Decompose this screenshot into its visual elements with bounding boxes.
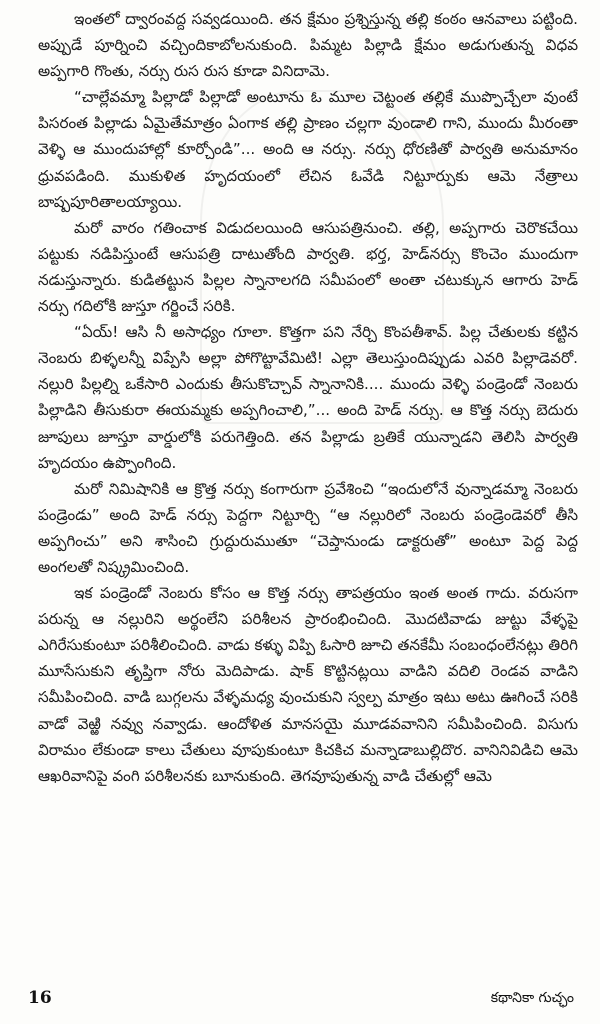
book-title: కథానికా గుచ్ఛం	[490, 990, 574, 1006]
paragraph-1: ఇంతలో ద్వారంవద్ద సవ్వడయింది. తన క్షేమం ప్రశ్నిస్తున్న తల్లి కంఠం ఆనవాలు పట్టింది. అప్పుడే పూర్నించి వచ్చిందికాబోలనుకుంది. పిమ్మట పిల్లాడి క్షేమం అడుగుతున్న విధవ అప్పగారి గొంతు, నర్సు రుస రుస కూడా వినిదామె.	[38, 10, 578, 81]
paragraph-4: “ఏయ్! ఆసి నీ అసాధ్యం గూలా. కొత్తగా పని నేర్చి కొంపతీశావ్. పిల్ల చేతులకు కట్టిన నెంబరు బిళ్ళలన్నీ విప్పేసి అల్లా పోగొట్టావేమిటి! ఎల్లా తెలుస్తుందిప్పుడు ఎవరి పిల్లాడెవరో. నల్లురి పిల్లల్ని ఒకేసారి ఎందుకు తీసుకొచ్చావ్ స్నానానికి.... ముందు వెళ్ళి పండ్రెండో నెంబరు పిల్లాడిని తీసుకురా ఈయమ్మకు అప్పగించాలి,”... అంది హెడ్ నర్సు. ఆ కొత్త నర్సు బెదురు జూపులు జూస్తూ వార్డులోకి పరుగెత్తింది. తన పిల్లాడు బ్రతికే యున్నాడని తెలిసి పార్వతి హృదయం ఉప్పొంగింది.	[38, 323, 578, 472]
paragraph-5: మరో నిమిషానికి ఆ క్రొత్త నర్సు కంగారుగా ప్రవేశించి “ఇందులోనే వున్నాడమ్మా నెంబరు పండ్రెండు” అంది హెడ్ నర్సు పెద్దగా నిట్టూర్చి “ఆ నల్లురిలో నెంబరు పండ్రెండెవరో తీసి అప్పగించు” అని శాసించి గ్రుద్దురుముతూ “చెప్తానుండు డాక్టరుతో” అంటూ పెద్ద పెద్ద అంగలతో నిష్క్రమించింది.	[38, 479, 578, 576]
story-text	[38, 6, 578, 789]
paragraph-2: “చాల్లేవమ్మా పిల్లాడో పిల్లాడో అంటూను ఓ మూల చెట్టంత తల్లికే ముప్పొచ్చేలా వుంటే పిసరంత పిల్లాడు ఏమైతేమాత్రం ఏంగాక తల్లి ప్రాణం చల్లగా వుండాలి గాని, ముందు మీరంతా వెళ్ళి ఆ ముందుహాల్లో కూర్చోండి”... అంది ఆ నర్సు. నర్సు ధోరణితో పార్వతి అనుమానం ధ్రువపడింది. ముకుళిత హృదయంలో లేచిన ఓవేడి నిట్టూర్పుకు ఆమె నేత్రాలు బాష్పపూరితాలయ్యాయి.	[38, 88, 578, 211]
page-footer	[0, 988, 600, 1018]
paragraph-3: మరో వారం గతించాక విడుదలయింది ఆసుపత్రినుంచి. తల్లి, అప్పగారు చెరొకచేయి పట్టుకు నడిపిస్తుంటే ఆసుపత్రి దాటుతోంది పార్వతి. భర్త, హెడ్‌నర్సు కొంచెం ముందుగా నడుస్తున్నారు. కుడితట్టున పిల్లల స్నానాలగది సమీపంలో అంతా చటుక్కున ఆగారు హెడ్ నర్సు గదిలోకి జుస్తూ గర్జించే సరికి.	[38, 218, 578, 316]
page-number: 16	[28, 988, 52, 1008]
paragraph-6: ఇక పండ్రెండో నెంబరు కోసం ఆ కొత్త నర్సు తాపత్రయం ఇంత అంత గాదు. వరుసగా పరున్న ఆ నల్లురిని అర్థంలేని పరిశీలన ప్రారంభించింది. మొదటివాడు జుట్టు వేళ్ళపై ఎగిరేసుకుంటూ పరిశీలించింది. వాడు కళ్ళు విప్పి ఓసారి జూచి తనకేమీ సంబంధంలేనట్లు తిరిగి మూసేసుకుని తృప్తిగా నోరు మెదిపాడు. షాక్ కొట్టినట్లయి వాడిని వదిలి రెండవ వాడిని సమీపించింది. వాడి బుగ్గలను వేళ్ళమధ్య వుంచుకుని స్వల్ప మాత్రం ఇటు అటు ఊగించే సరికి వాడో వెఱ్ఱి నవ్వు నవ్వాడు. ఆందోళిత మానసయై మూడవవానిని సమీపించింది. విసుగు విరామం లేకుండా కాలు చేతులు వూపుకుంటూ కిచకిచ మన్నాడాబుల్లిదొర. వానినివిడిచి ఆమె ఆఖరివానిపై వంగి పరిశీలనకు బూనుకుంది. తెగవూపుతున్న వాడి చేతుల్లో ఆమె	[38, 584, 578, 785]
